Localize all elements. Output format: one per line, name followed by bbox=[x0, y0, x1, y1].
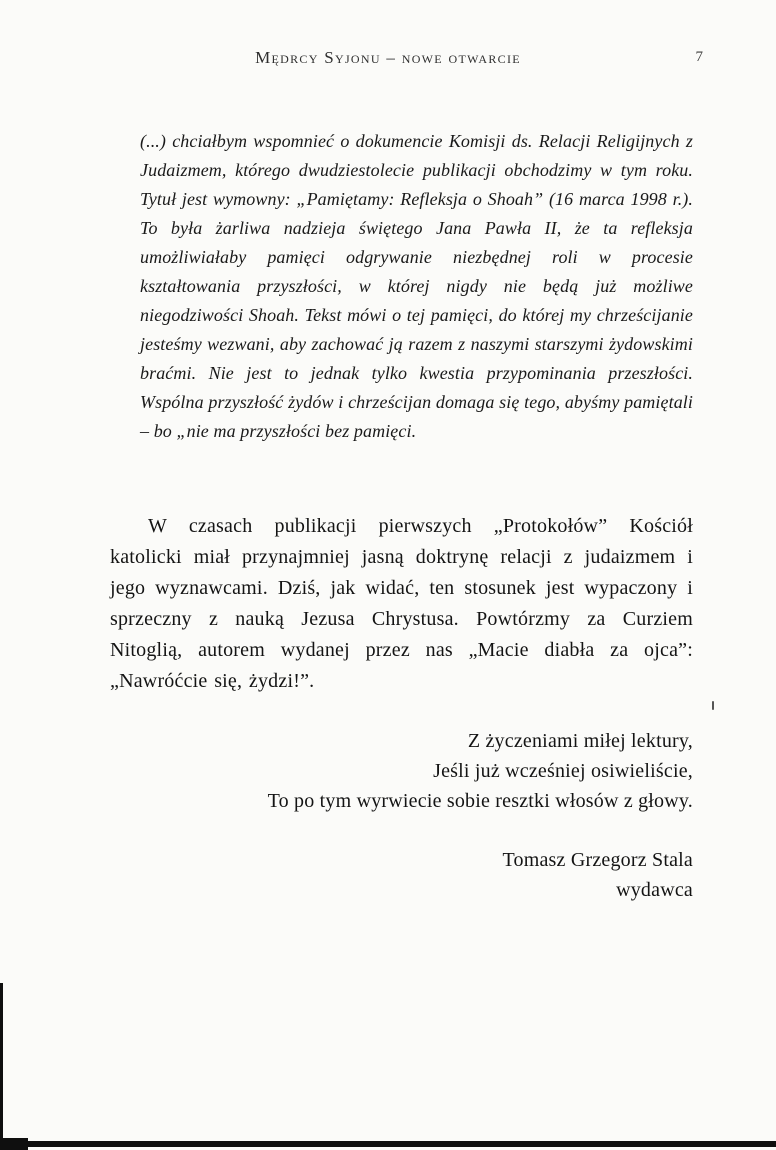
closing-line: Jeśli już wcześniej osiwieliście, bbox=[433, 760, 693, 782]
running-title: Mędrcy Syjonu – nowe otwarcie bbox=[255, 48, 521, 67]
signature-role: wydawca bbox=[616, 879, 693, 901]
scan-edge-left bbox=[0, 983, 3, 1150]
scan-edge-bottom bbox=[26, 1141, 776, 1147]
closing-line: Z życzeniami miłej lektury, bbox=[467, 730, 693, 752]
running-header bbox=[0, 48, 776, 68]
scan-edge-corner bbox=[0, 1138, 28, 1150]
signature-name: Tomasz Grzegorz Stala bbox=[502, 849, 693, 871]
page-number: 7 bbox=[695, 49, 703, 65]
closing-line: To po tym wyrwiecie sobie resztki włosów z głowy. bbox=[267, 790, 693, 812]
ink-speck bbox=[712, 701, 714, 710]
closing-lines bbox=[110, 726, 693, 816]
block-quote: (...) chciałbym wspomnieć o dokumencie Komisji ds. Relacji Religijnych z Judaizmem, którego dwudziestolecie publikacji obchodzimy w tym roku. Tytuł jest wymowny: „Pamiętamy: Refleksja o Shoah” (16 marca 1998 r.). To była żarliwa nadzieja świętego Jana Pawła II, że ta refleksja umożliwiałaby pamięci odgrywanie niezbędnej roli w procesie kształtowania przyszłości, w której nigdy nie będą już możliwe niegodziwości Shoah. Tekst mówi o tej pamięci, do której my chrześcijanie jesteśmy wezwani, aby zachować ją razem z naszymi starszymi żydowskimi braćmi. Nie jest to jednak tylko kwestia przypominania przeszłości. Wspólna przyszłość żydów i chrześcijan domaga się tego, abyśmy pamiętali – bo „nie ma przyszłości bez pamięci. bbox=[140, 131, 693, 441]
body-paragraph: W czasach publikacji pierwszych „Protokołów” Kościół katolicki miał przynajmniej jasną doktrynę relacji z judaizmem i jego wyznawcami. Dziś, jak widać, ten stosunek jest wypaczony i sprzeczny z nauką Jezusa Chrystusa. Powtórzmy za Curziem Nitoglią, autorem wydanej przez nas „Macie diabła za ojca”: „Nawróćcie się, żydzi!”. bbox=[110, 515, 693, 692]
signature-block bbox=[110, 845, 693, 905]
